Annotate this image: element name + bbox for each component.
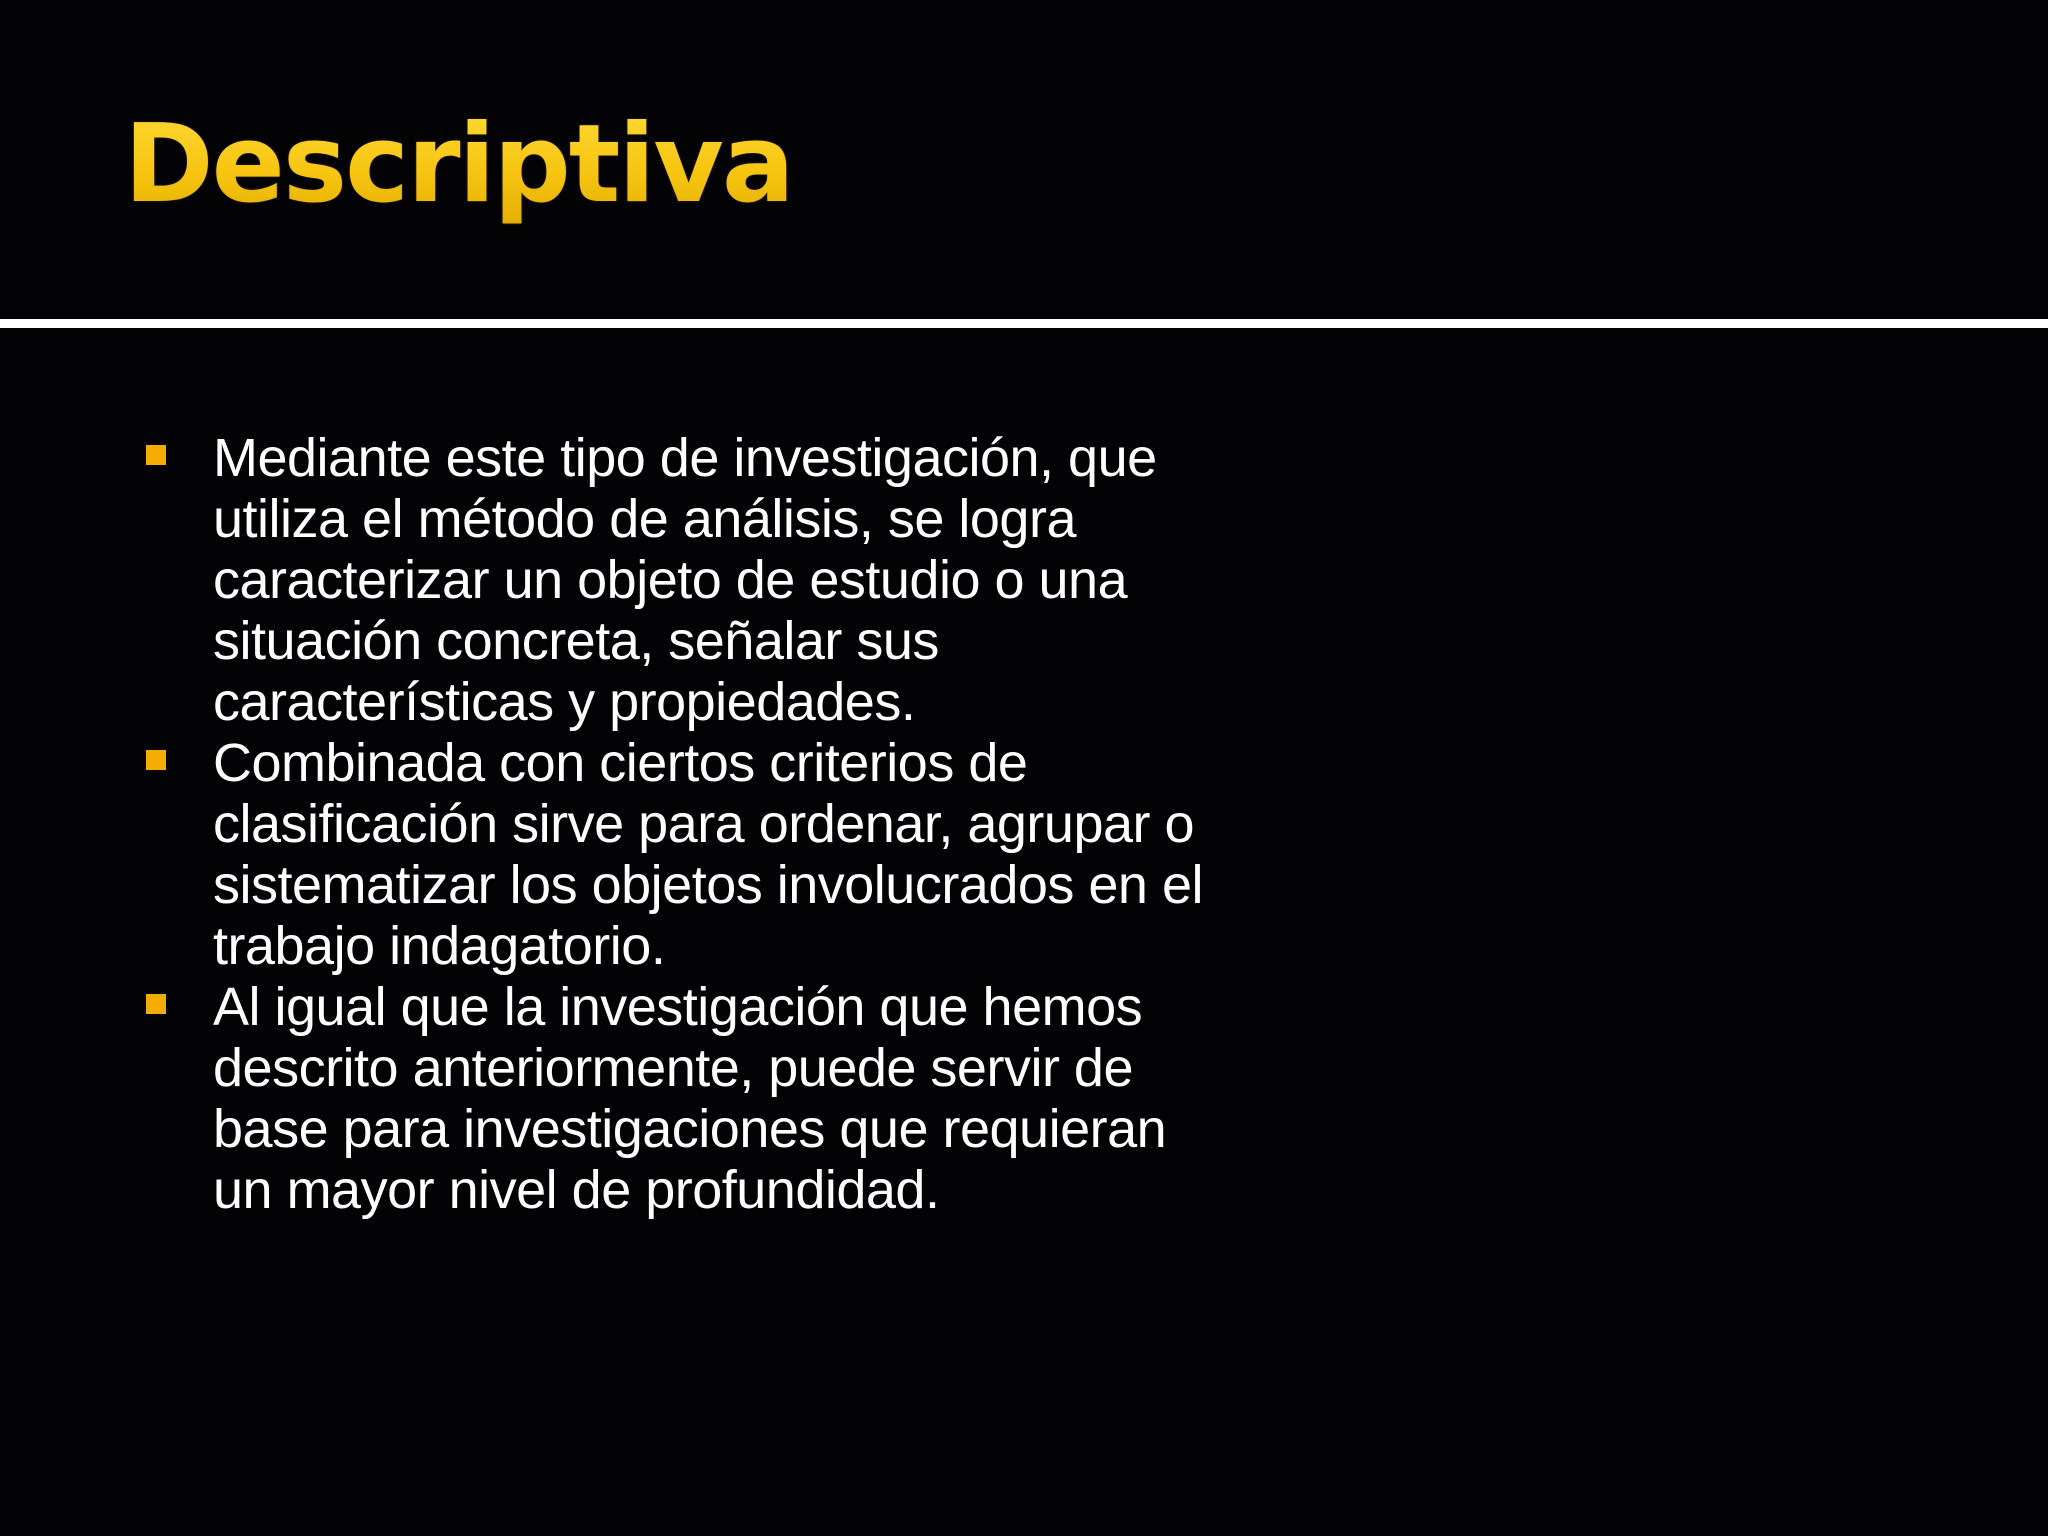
bullet-item — [0, 733, 1223, 977]
square-bullet-icon — [146, 445, 166, 465]
bullet-text: Al igual que la investigación que hemos descrito anteriormente, puede servir de base para investigaciones que requieran un mayor nivel de profundidad. — [213, 977, 1167, 1220]
bullet-list — [0, 428, 1223, 1221]
bullet-item — [0, 977, 1223, 1221]
square-bullet-icon — [146, 994, 166, 1014]
title-divider — [0, 319, 2048, 328]
bullet-text: Mediante este tipo de investigación, que utiliza el método de análisis, se logra caracterizar un objeto de estudio o una situación concreta, señalar sus características y propiedades. — [213, 428, 1157, 732]
slide-title: Descriptiva — [124, 100, 793, 230]
square-bullet-icon — [146, 750, 166, 770]
bullet-text: Combinada con ciertos criterios de clasificación sirve para ordenar, agrupar o sistematizar los objetos involucrados en el trabajo indagatorio. — [213, 733, 1203, 976]
bullet-item — [0, 428, 1223, 733]
